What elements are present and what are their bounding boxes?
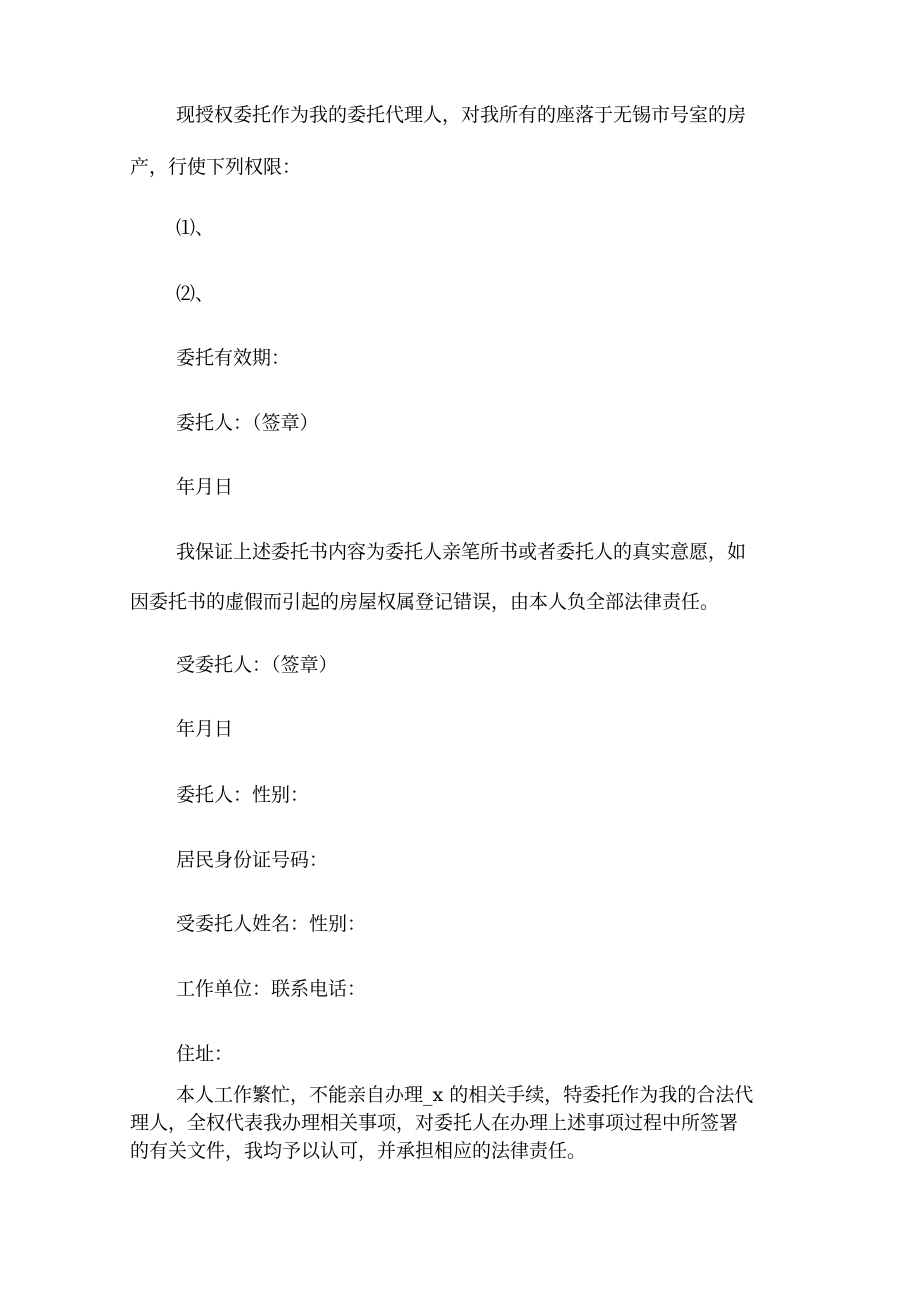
agent-signature-label: 受委托人：（签章） xyxy=(176,654,338,676)
agent-name-gender-label: 受委托人姓名：性别： xyxy=(176,913,367,935)
permission-item-2: ⑵、 xyxy=(176,283,215,305)
paragraph-delegation-line-3: 的有关文件，我均予以认可，并承担相应的法律责任。 xyxy=(130,1140,587,1162)
address-label: 住址： xyxy=(176,1043,234,1065)
id-number-label: 居民身份证号码： xyxy=(176,849,329,871)
paragraph-delegation-line-2: 理人，全权代表我办理相关事项，对委托人在办理上述事项过程中所签署 xyxy=(130,1112,739,1134)
paragraph-authorization-line-1: 现授权委托作为我的委托代理人，对我所有的座落于无锡市号室的房 xyxy=(176,104,747,126)
principal-gender-label: 委托人：性别： xyxy=(176,784,310,806)
work-unit-phone-label: 工作单位：联系电话： xyxy=(176,978,367,1000)
principal-date-label: 年月日 xyxy=(176,476,234,498)
paragraph-guarantee-line-1: 我保证上述委托书内容为委托人亲笔所书或者委托人的真实意愿，如 xyxy=(176,541,747,563)
validity-period-label: 委托有效期： xyxy=(176,347,291,369)
paragraph-authorization-line-2: 产，行使下列权限： xyxy=(130,156,302,178)
principal-signature-label: 委托人：（签章） xyxy=(176,412,319,434)
paragraph-delegation-line-1: 本人工作繁忙，不能亲自办理_x 的相关手续，特委托作为我的合法代 xyxy=(176,1084,754,1106)
agent-date-label: 年月日 xyxy=(176,718,234,740)
paragraph-guarantee-line-2: 因委托书的虚假而引起的房屋权属登记错误，由本人负全部法律责任。 xyxy=(130,591,720,613)
permission-item-1: ⑴、 xyxy=(176,217,215,239)
